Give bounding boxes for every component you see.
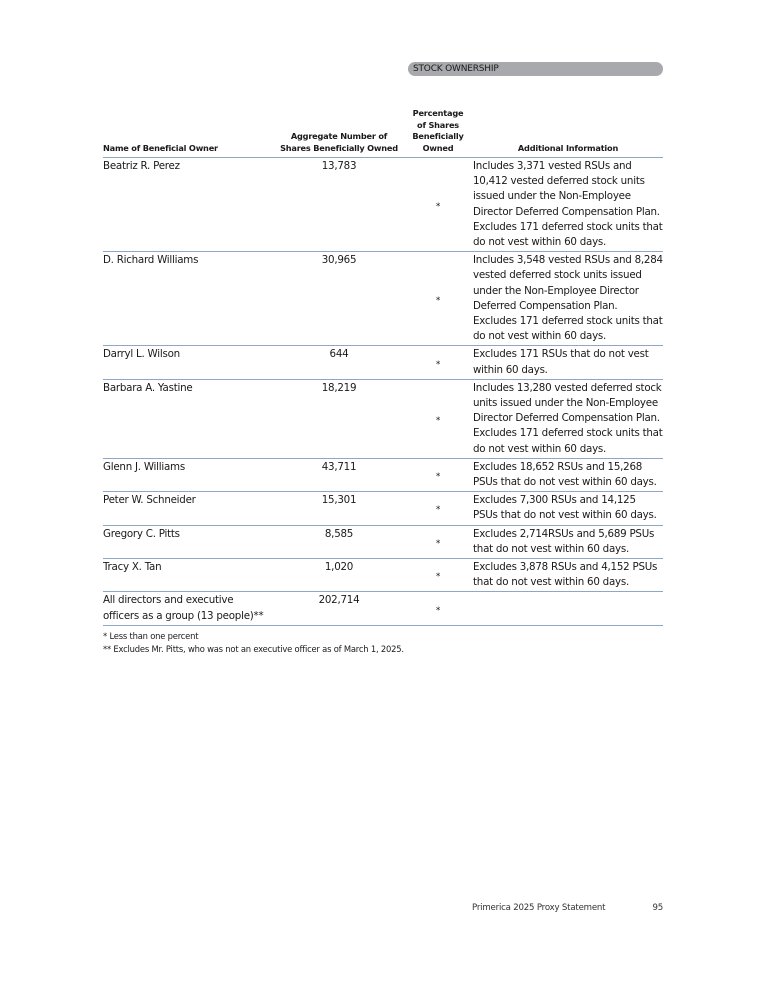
beneficial-ownership-table <box>103 108 663 626</box>
additional-info <box>473 592 663 625</box>
percentage: * <box>403 458 473 491</box>
shares-owned: 13,783 <box>275 158 403 252</box>
owner-name: Peter W. Schneider <box>103 492 275 525</box>
additional-info: Includes 3,371 vested RSUs and 10,412 vested deferred stock units issued under the Non-Employee Director Deferred Compensation Plan. Excludes 171 deferred stock units that do not vest within 60 days. <box>473 158 663 252</box>
owner-name: Darryl L. Wilson <box>103 346 275 379</box>
owner-name: Barbara A. Yastine <box>103 379 275 458</box>
header-shares-line2: Shares Beneficially Owned <box>280 142 398 153</box>
owner-name: All directors and executive officers as a group (13 people)** <box>103 592 275 625</box>
header-pct-line2: of Shares <box>417 119 459 130</box>
header-pct-line4: Owned <box>422 142 454 153</box>
table-row-group-total <box>103 592 663 625</box>
shares-owned: 1,020 <box>275 559 403 592</box>
percentage: * <box>403 492 473 525</box>
shares-owned: 202,714 <box>275 592 403 625</box>
shares-owned: 18,219 <box>275 379 403 458</box>
table-row <box>103 158 663 252</box>
percentage: * <box>403 379 473 458</box>
table-header-row <box>103 108 663 158</box>
page-number: 95 <box>652 903 663 913</box>
header-shares-line1: Aggregate Number of <box>290 131 388 141</box>
shares-owned: 644 <box>275 346 403 379</box>
table-row <box>103 559 663 592</box>
owner-name: Glenn J. Williams <box>103 458 275 491</box>
owner-name: Gregory C. Pitts <box>103 525 275 558</box>
footnotes <box>103 630 404 655</box>
owner-name: D. Richard Williams <box>103 252 275 346</box>
header-shares <box>275 108 403 158</box>
percentage: * <box>403 525 473 558</box>
percentage: * <box>403 559 473 592</box>
percentage: * <box>403 346 473 379</box>
section-header: STOCK OWNERSHIP <box>408 62 663 76</box>
header-info: Additional Information <box>473 108 663 158</box>
owner-name: Tracy X. Tan <box>103 559 275 592</box>
header-percentage <box>403 108 473 158</box>
table-row <box>103 379 663 458</box>
additional-info: Excludes 18,652 RSUs and 15,268 PSUs that do not vest within 60 days. <box>473 458 663 491</box>
percentage: * <box>403 592 473 625</box>
additional-info: Excludes 3,878 RSUs and 4,152 PSUs that do not vest within 60 days. <box>473 559 663 592</box>
table-row <box>103 458 663 491</box>
additional-info: Includes 13,280 vested deferred stock units issued under the Non-Employee Director Deferred Compensation Plan. Excludes 171 deferred stock units that do not vest within 60 days. <box>473 379 663 458</box>
header-pct-line3: Beneficially <box>412 131 464 141</box>
shares-owned: 30,965 <box>275 252 403 346</box>
shares-owned: 43,711 <box>275 458 403 491</box>
shares-owned: 8,585 <box>275 525 403 558</box>
percentage: * <box>403 158 473 252</box>
header-pct-line1: Percentage <box>412 108 464 118</box>
header-name: Name of Beneficial Owner <box>103 108 275 158</box>
additional-info: Includes 3,548 vested RSUs and 8,284 vested deferred stock units issued under the Non-Employee Director Deferred Compensation Plan. Excludes 171 deferred stock units that do not vest within 60 days. <box>473 252 663 346</box>
shares-owned: 15,301 <box>275 492 403 525</box>
percentage: * <box>403 252 473 346</box>
footnote-less-than-one-percent: * Less than one percent <box>103 631 199 641</box>
footnote-excludes-pitts: ** Excludes Mr. Pitts, who was not an executive officer as of March 1, 2025. <box>103 643 404 654</box>
additional-info: Excludes 7,300 RSUs and 14,125 PSUs that do not vest within 60 days. <box>473 492 663 525</box>
additional-info: Excludes 2,714RSUs and 5,689 PSUs that do not vest within 60 days. <box>473 525 663 558</box>
owner-name: Beatriz R. Perez <box>103 158 275 252</box>
table-row <box>103 346 663 379</box>
table-row <box>103 492 663 525</box>
table-row <box>103 525 663 558</box>
footer-document-title: Primerica 2025 Proxy Statement <box>472 903 606 913</box>
table-row <box>103 252 663 346</box>
additional-info: Excludes 171 RSUs that do not vest within 60 days. <box>473 346 663 379</box>
